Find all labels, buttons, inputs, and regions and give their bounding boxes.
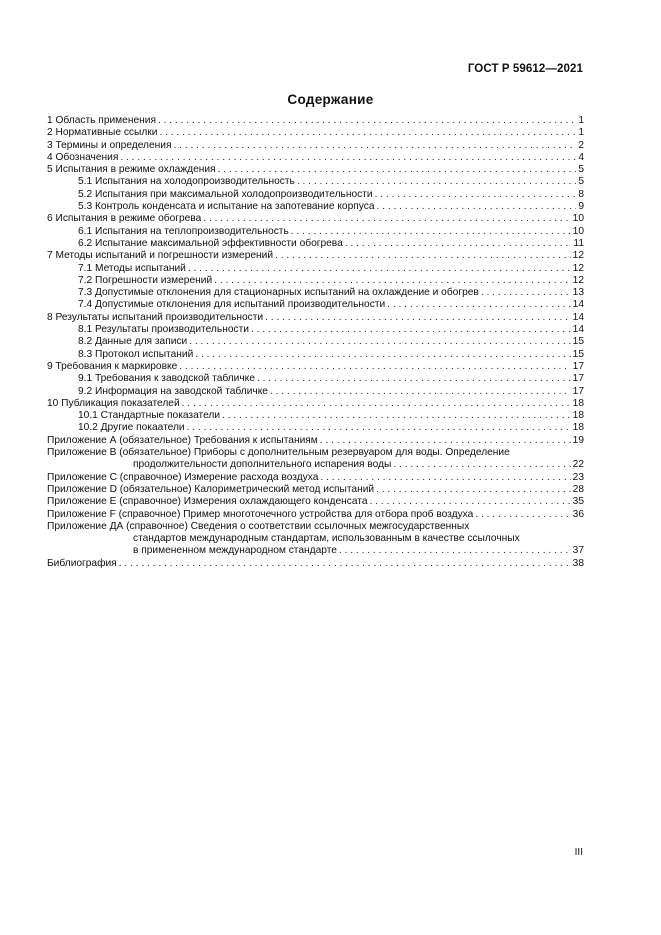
toc-entry-title: стандартов международным стандартам, использованным в качестве ссылочных <box>133 533 520 545</box>
toc-leader-dots <box>291 226 571 238</box>
toc-leader-dots <box>377 201 577 213</box>
toc-entry-title: 8.1 Результаты производительности <box>78 324 249 336</box>
toc-entry[interactable] <box>47 164 584 176</box>
toc-entry-page: 23 <box>572 471 584 483</box>
toc-leader-dots <box>179 361 570 373</box>
toc-entry-page: 17 <box>572 360 584 372</box>
toc-entry-title: 10.2 Другие покаатели <box>78 422 185 434</box>
toc-leader-dots <box>158 115 576 127</box>
page-title: Содержание <box>287 92 374 107</box>
toc-entry-title: 6.2 Испытание максимальной эффективности обогрева <box>78 237 343 249</box>
toc-entry-title: 10 Публикация показателей <box>47 397 180 409</box>
toc-entry[interactable] <box>47 373 584 385</box>
toc-leader-dots <box>270 386 571 398</box>
toc-entry[interactable] <box>47 398 584 410</box>
toc-entry[interactable] <box>47 336 584 348</box>
toc-entry[interactable] <box>47 275 584 287</box>
toc-entry-page: 1 <box>578 127 584 139</box>
toc-entry-title: Приложение А (обязательное) Требования к испытаниям <box>47 434 318 446</box>
toc-entry[interactable] <box>47 558 584 570</box>
toc-entry[interactable] <box>47 435 584 447</box>
toc-leader-dots <box>214 275 571 287</box>
toc-entry-title: 9.2 Информация на заводской табличке <box>78 385 268 397</box>
toc-entry-page: 5 <box>578 176 584 188</box>
toc-entry[interactable] <box>47 484 584 496</box>
page-number: III <box>574 847 583 858</box>
toc-entry-title: 10.1 Стандартные показатели <box>78 410 221 422</box>
toc-entry[interactable] <box>47 410 584 422</box>
toc-entry-page: 38 <box>572 557 584 569</box>
toc-entry-page: 12 <box>572 250 584 262</box>
toc-entry[interactable] <box>47 545 584 557</box>
toc-leader-dots <box>393 459 570 471</box>
toc-entry-page: 18 <box>572 422 584 434</box>
toc-entry-title: 7.2 Погрешности измерений <box>78 274 213 286</box>
toc-leader-dots <box>475 509 570 521</box>
toc-entry[interactable] <box>47 287 584 299</box>
toc-entry[interactable] <box>47 533 584 545</box>
toc-entry[interactable] <box>47 496 584 508</box>
toc-entry-title: 7.4 Допустимые отклонения для испытаний производительности <box>78 299 386 311</box>
toc-leader-dots <box>222 410 571 422</box>
toc-entry-title: 9.1 Требования к заводской табличке <box>78 373 255 385</box>
toc-leader-dots <box>189 336 570 348</box>
toc-leader-dots <box>376 484 571 496</box>
toc-entry[interactable] <box>47 226 584 238</box>
toc-entry[interactable] <box>47 509 584 521</box>
toc-leader-dots <box>187 422 571 434</box>
toc-leader-dots <box>119 558 571 570</box>
toc-entry[interactable] <box>47 361 584 373</box>
toc-entry-title: Библиография <box>47 557 117 569</box>
toc-entry-title: Приложение F (справочное) Пример многоточечного устройства для отбора проб воздуха <box>47 508 474 520</box>
toc-entry-page: 14 <box>572 311 584 323</box>
toc-entry-title: 4 Обозначения <box>47 151 119 163</box>
toc-entry-title: 5 Испытания в режиме охлаждения <box>47 164 216 176</box>
toc-entry-title: 6.1 Испытания на теплопроизводительность <box>78 225 289 237</box>
toc-entry[interactable] <box>47 152 584 164</box>
toc-entry-page: 18 <box>572 397 584 409</box>
toc-entry[interactable] <box>47 238 584 250</box>
toc-entry[interactable] <box>47 422 584 434</box>
toc-entry-page: 14 <box>572 324 584 336</box>
toc-entry-page: 36 <box>572 508 584 520</box>
toc-leader-dots <box>182 398 571 410</box>
toc-entry[interactable] <box>47 263 584 275</box>
toc-entry-title: 9 Требования к маркировке <box>47 360 178 372</box>
toc-entry-title: 6 Испытания в режиме обогрева <box>47 213 202 225</box>
toc-entry-title: Приложение ДА (справочное) Сведения о соответствии ссылочных межгосударственных <box>47 520 470 532</box>
toc-leader-dots <box>339 545 571 557</box>
toc-entry-page: 15 <box>572 348 584 360</box>
toc-entry[interactable] <box>47 459 584 471</box>
toc-entry-page: 15 <box>572 336 584 348</box>
toc-entry-page: 2 <box>578 139 584 151</box>
toc-leader-dots <box>173 140 576 152</box>
toc-entry-title: 8 Результаты испытаний производительности <box>47 311 264 323</box>
toc-entry[interactable] <box>47 201 584 213</box>
toc-leader-dots <box>387 299 570 311</box>
toc-entry-page: 37 <box>572 545 584 557</box>
toc-entry[interactable] <box>47 127 584 139</box>
toc-leader-dots <box>275 250 571 262</box>
toc-entry-title: 5.1 Испытания на холодопроизводительность <box>78 176 295 188</box>
toc-entry-title: 7.3 Допустимые отклонения для стационарных испытаний на охлаждение и обогрев <box>78 287 479 299</box>
toc-entry-title: Приложение D (обязательное) Калориметрический метод испытаний <box>47 483 375 495</box>
toc-entry[interactable] <box>47 349 584 361</box>
toc-entry-title: 5.3 Контроль конденсата и испытание на запотевание корпуса <box>78 201 375 213</box>
toc-entry-title: Приложение С (справочное) Измерение расхода воздуха <box>47 471 319 483</box>
toc-entry-page: 5 <box>578 164 584 176</box>
toc-entry-page: 1 <box>578 115 584 126</box>
table-of-contents <box>47 115 584 570</box>
toc-entry[interactable] <box>47 176 584 188</box>
toc-entry-page: 18 <box>572 410 584 422</box>
toc-entry-page: 28 <box>572 483 584 495</box>
toc-entry-title: 5.2 Испытания при максимальной холодопроизводительности <box>78 188 373 200</box>
toc-entry-page: 17 <box>572 385 584 397</box>
toc-entry-title: 7 Методы испытаний и погрешности измерений <box>47 250 274 262</box>
toc-leader-dots <box>251 324 571 336</box>
toc-leader-dots <box>320 472 570 484</box>
toc-entry[interactable] <box>47 521 584 533</box>
toc-leader-dots <box>203 213 570 225</box>
toc-entry-title: продолжительности дополнительного испарения воды <box>133 459 392 471</box>
toc-entry[interactable] <box>47 299 584 311</box>
toc-entry[interactable] <box>47 312 584 324</box>
toc-entry-page: 13 <box>572 287 584 299</box>
toc-leader-dots <box>320 435 571 447</box>
toc-entry-title: 8.3 Протокол испытаний <box>78 348 194 360</box>
toc-leader-dots <box>481 287 571 299</box>
toc-leader-dots <box>120 152 576 164</box>
toc-entry-page: 12 <box>572 262 584 274</box>
toc-entry-page: 14 <box>572 299 584 311</box>
toc-entry-title: Приложение В (обязательное) Приборы с дополнительным резервуаром для воды. Определение <box>47 447 510 459</box>
toc-entry-page: 11 <box>573 237 584 249</box>
toc-entry[interactable] <box>47 189 584 201</box>
toc-leader-dots <box>297 176 576 188</box>
toc-leader-dots <box>345 238 572 250</box>
toc-leader-dots <box>265 312 571 324</box>
toc-entry-page: 22 <box>572 459 584 471</box>
toc-entry-page: 17 <box>572 373 584 385</box>
toc-entry[interactable] <box>47 324 584 336</box>
toc-entry[interactable] <box>47 213 584 225</box>
toc-leader-dots <box>159 127 576 139</box>
toc-entry-title: 8.2 Данные для записи <box>78 336 188 348</box>
toc-leader-dots <box>188 263 571 275</box>
toc-entry-title: 3 Термины и определения <box>47 139 172 151</box>
toc-entry-title: 1 Область применения <box>47 115 156 126</box>
toc-leader-dots <box>218 164 577 176</box>
toc-entry-title: Приложение Е (справочное) Измерения охлаждающего конденсата <box>47 496 368 508</box>
toc-leader-dots <box>370 496 571 508</box>
toc-entry-page: 10 <box>572 225 584 237</box>
toc-leader-dots <box>375 189 577 201</box>
toc-entry-title: 2 Нормативные ссылки <box>47 127 158 139</box>
toc-entry[interactable] <box>47 386 584 398</box>
toc-entry-page: 10 <box>572 213 584 225</box>
toc-entry-page: 9 <box>578 201 584 213</box>
toc-entry-page: 12 <box>572 274 584 286</box>
toc-entry[interactable] <box>47 140 584 152</box>
toc-entry-page: 19 <box>572 434 584 446</box>
toc-entry[interactable] <box>47 447 584 459</box>
toc-entry[interactable] <box>47 250 584 262</box>
toc-entry-page: 8 <box>578 188 584 200</box>
toc-entry-page: 4 <box>578 151 584 163</box>
toc-leader-dots <box>257 373 571 385</box>
toc-entry-title: 7.1 Методы испытаний <box>78 262 186 274</box>
toc-leader-dots <box>195 349 570 361</box>
toc-entry[interactable] <box>47 115 584 127</box>
toc-entry[interactable] <box>47 472 584 484</box>
toc-entry-title: в примененном международном стандарте <box>133 545 337 557</box>
toc-entry-page: 35 <box>572 496 584 508</box>
document-code: ГОСТ Р 59612—2021 <box>467 63 583 75</box>
